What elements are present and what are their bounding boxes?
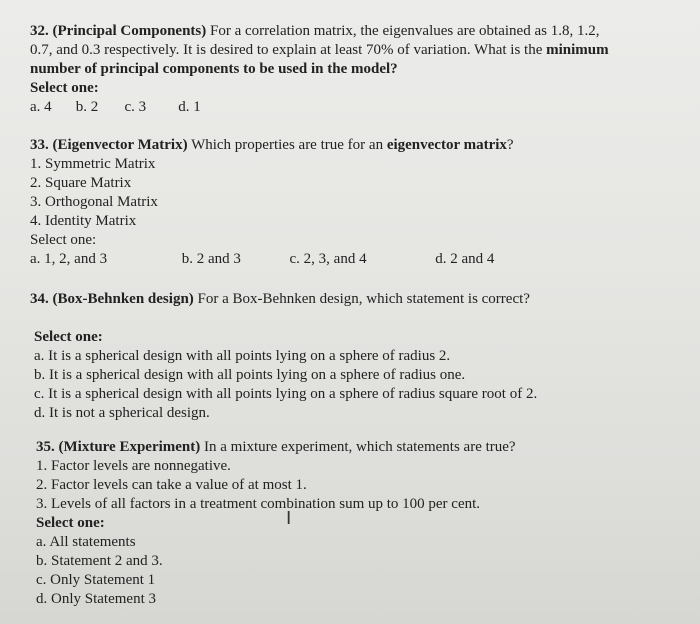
q35-topic: (Mixture Experiment) [58,439,201,455]
q34-number: 34. [30,291,49,307]
q33-select-label: Select one: [30,232,97,248]
q35-item-3: 3. Levels of all factors in a treatment combination sum up to 100 per cent. [36,496,481,512]
q34-topic: (Box-Behnken design) [52,291,194,307]
q32-text-1: For a correlation matrix, the eigenvalues are obtained as 1.8, 1.2, [206,23,600,39]
q34-select-label: Select one: [34,329,103,345]
q32-option-a[interactable]: a. 4 [30,99,52,115]
q32-text-2: 0.7, and 0.3 respectively. It is desired to explain at least 70% of variation. What is the [30,42,547,58]
q34-option-d[interactable]: d. It is not a spherical design. [34,405,210,421]
q35-item-1: 1. Factor levels are nonnegative. [36,458,231,474]
q32-number: 32. [30,23,49,39]
question-32 [30,22,682,117]
q33-topic: (Eigenvector Matrix) [52,137,188,153]
q33-item-4: 4. Identity Matrix [30,213,137,229]
q33-option-b[interactable]: b. 2 and 3 [181,251,241,267]
q32-options [30,98,682,117]
q33-item-1: 1. Symmetric Matrix [30,156,156,172]
q35-item-2: 2. Factor levels can take a value of at most 1. [36,477,307,493]
q35-option-c[interactable]: c. Only Statement 1 [36,572,156,588]
q35-option-d[interactable]: d. Only Statement 3 [36,591,156,607]
q33-option-d[interactable]: d. 2 and 4 [435,251,495,267]
q32-text-3: number of principal components to be used in the model? [30,61,398,77]
q32-select-label: Select one: [30,80,99,96]
q33-options [30,250,682,269]
q34-option-c[interactable]: c. It is a spherical design with all points lying on a sphere of radius square root of 2. [34,386,538,402]
q35-text-1: In a mixture experiment, which statements are true? [200,439,516,455]
q34-text-1: For a Box-Behnken design, which statement is correct? [193,291,530,307]
q32-option-c[interactable]: c. 3 [124,99,147,115]
q33-option-a[interactable]: a. 1, 2, and 3 [30,251,108,267]
q33-item-3: 3. Orthogonal Matrix [30,194,158,210]
q33-option-c[interactable]: c. 2, 3, and 4 [289,251,367,267]
q33-item-2: 2. Square Matrix [30,175,132,191]
question-34 [30,290,682,423]
q35-option-a[interactable]: a. All statements [36,534,136,550]
text-cursor-icon: I [286,508,292,529]
q33-text-1: Which properties are true for an [187,137,387,153]
q33-number: 33. [30,137,49,153]
q33-end: ? [506,137,514,153]
q32-bold-minimum: minimum [546,42,609,58]
q33-bold-eigenvector: eigenvector matrix [386,137,507,153]
q34-option-a[interactable]: a. It is a spherical design with all points lying on a sphere of radius 2. [34,348,451,364]
question-33 [30,136,682,269]
question-35 [36,438,682,609]
q32-topic: (Principal Components) [52,23,207,39]
q32-option-b[interactable]: b. 2 [75,99,99,115]
q32-option-d[interactable]: d. 1 [178,99,201,115]
q35-option-b[interactable]: b. Statement 2 and 3. [36,553,163,569]
q35-number: 35. [36,439,55,455]
q34-option-b[interactable]: b. It is a spherical design with all points lying on a sphere of radius one. [34,367,466,383]
q35-select-label: Select one: [36,515,105,531]
